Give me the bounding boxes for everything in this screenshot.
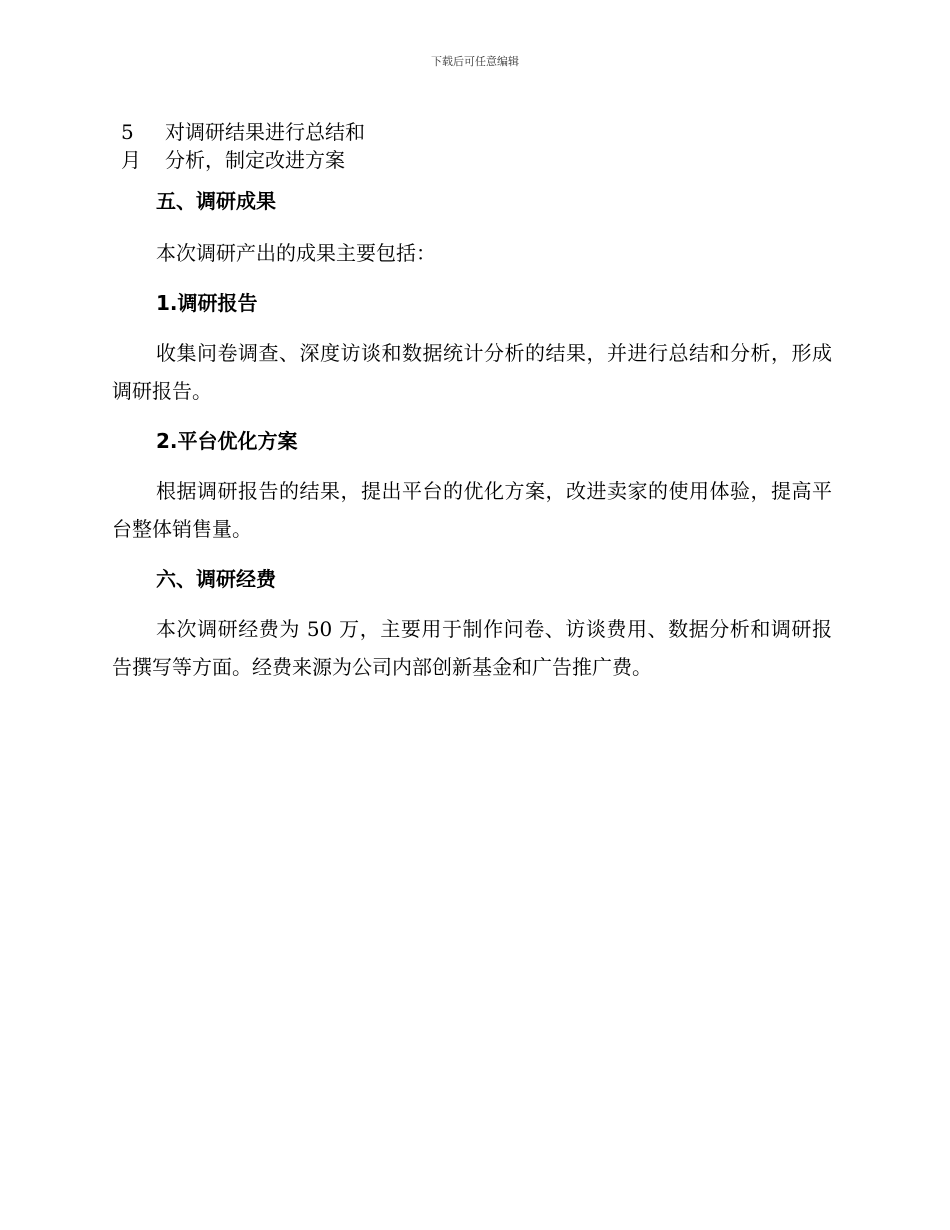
page-header: 下载后可任意编辑 xyxy=(431,55,519,68)
table-row xyxy=(120,146,420,174)
subheading-report: 1.调研报告 xyxy=(156,291,258,315)
task-cell: 对调研结果进行总结和 xyxy=(165,120,365,144)
month-cell: 月 xyxy=(121,148,141,172)
optimization-paragraph: 根据调研报告的结果，提出平台的优化方案，改进卖家的使用体验，提高平台整体销售量。 xyxy=(112,479,832,541)
report-paragraph: 收集问卷调查、深度访谈和数据统计分析的结果，并进行总结和分析，形成调研报告。 xyxy=(112,341,832,403)
document-body xyxy=(112,186,832,686)
month-cell: 5 xyxy=(121,120,134,144)
task-cell: 分析，制定改进方案 xyxy=(165,148,345,172)
table-row xyxy=(120,118,420,146)
subheading-optimization: 2.平台优化方案 xyxy=(156,429,298,453)
schedule-table-fragment xyxy=(120,118,420,174)
results-intro: 本次调研产出的成果主要包括： xyxy=(156,241,436,265)
section-heading-budget: 六、调研经费 xyxy=(156,567,276,591)
section-heading-results: 五、调研成果 xyxy=(156,189,276,213)
budget-paragraph: 本次调研经费为 50 万，主要用于制作问卷、访谈费用、数据分析和调研报告撰写等方面。经费来源为公司内部创新基金和广告推广费。 xyxy=(112,617,832,679)
